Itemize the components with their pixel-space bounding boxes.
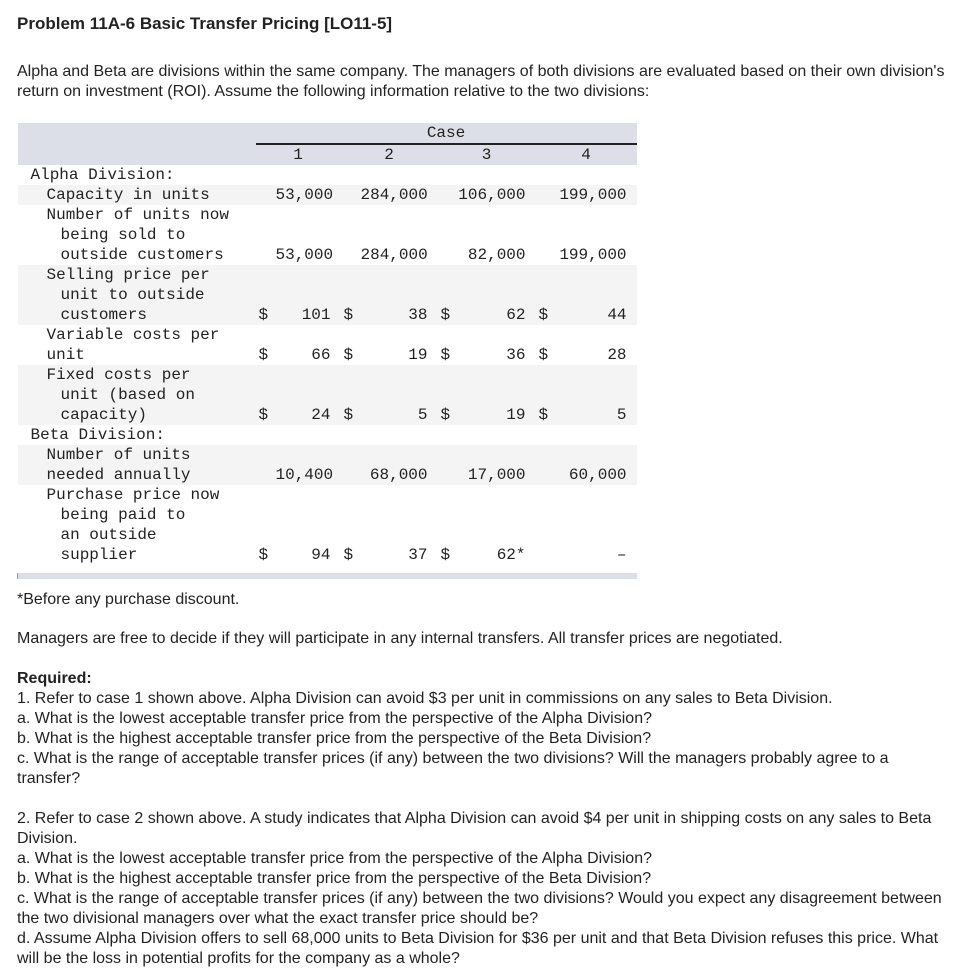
row-label: Number of units now being sold to outside customers (46, 206, 229, 264)
currency: $ (343, 546, 354, 564)
cell: 199,000 (556, 185, 637, 205)
cell: 66 (311, 346, 331, 364)
table-row (18, 445, 637, 485)
cell: 19 (458, 365, 536, 425)
table-row (18, 325, 637, 365)
cell: 17,000 (458, 445, 536, 485)
row-label: Selling price per unit to outside customers (18, 265, 256, 325)
case-number: 2 (341, 144, 438, 165)
cell: 53,000 (276, 185, 341, 205)
currency: $ (256, 265, 276, 325)
table-row (18, 265, 637, 325)
case-table (17, 123, 637, 579)
cell: 37 (408, 546, 428, 564)
row-label: Capacity in units (18, 185, 256, 205)
cell: 19 (408, 346, 428, 364)
cell: 10,400 (276, 445, 341, 485)
currency: $ (256, 365, 276, 425)
currency: $ (440, 546, 451, 564)
cell: 44 (556, 265, 637, 325)
currency: $ (341, 265, 361, 325)
table-row (18, 205, 637, 265)
currency: $ (258, 346, 269, 364)
row-label: Fixed costs per unit (based on capacity) (18, 365, 256, 425)
currency: $ (438, 365, 458, 425)
row-label: Purchase price now being paid to an outside supplier (46, 486, 220, 564)
cell: 62 (458, 265, 536, 325)
managers-note: Managers are free to decide if they will participate in any internal transfers. All transfer prices are negotiated. (17, 630, 783, 647)
required-label: Required: (17, 670, 92, 687)
case-header: Case (256, 123, 637, 144)
question-1: 1. Refer to case 1 shown above. Alpha Division can avoid $3 per unit in commissions on any sales to Beta Division. a. What is the lowest acceptable transfer price from the perspective of the Alpha Division? b. What is the highest acceptable transfer price from the perspective of the Beta Division? c. What is the range of acceptable transfer prices (if any) between the two divisions? Will the managers probably agree to a transfer? (17, 690, 889, 787)
table-row (18, 485, 637, 565)
cell: 36 (506, 346, 526, 364)
cell: – (616, 546, 627, 564)
beta-division-label: Beta Division: (30, 426, 165, 444)
table-footer-bar (18, 573, 637, 579)
cell: 24 (276, 365, 341, 425)
cell: 106,000 (458, 185, 536, 205)
currency: $ (438, 265, 458, 325)
footnote: *Before any purchase discount. (17, 591, 240, 608)
currency: $ (536, 265, 556, 325)
cell: 199,000 (559, 246, 627, 264)
case-number: 1 (256, 144, 341, 165)
row-label: Variable costs per unit (46, 326, 220, 364)
case-number: 3 (438, 144, 536, 165)
cell: 5 (361, 365, 438, 425)
alpha-division-label: Alpha Division: (30, 166, 175, 184)
currency: $ (536, 365, 556, 425)
cell: 53,000 (275, 246, 334, 264)
cell: 94 (311, 546, 331, 564)
currency: $ (538, 346, 549, 364)
cell: 60,000 (556, 445, 637, 485)
cell: 284,000 (361, 185, 438, 205)
question-2: 2. Refer to case 2 shown above. A study indicates that Alpha Division can avoid $4 per unit in shipping costs on any sales to Beta Division. a. What is the lowest acceptable transfer price from the perspective of the Alpha Division? b. What is the highest acceptable transfer price from the perspective of the Beta Division? c. What is the range of acceptable transfer prices (if any) between the two divisions? Would you expect any disagreement between the two divisional managers over what the exact transfer price should be? d. Assume Alpha Division offers to sell 68,000 units to Beta Division for $36 per unit and that Beta Division refuses this price. What will be the loss in potential profits for the company as a whole? (17, 810, 942, 967)
currency: $ (343, 346, 354, 364)
cell: 284,000 (360, 246, 428, 264)
cell: 82,000 (467, 246, 526, 264)
cell: 68,000 (361, 445, 438, 485)
currency: $ (440, 346, 451, 364)
problem-title: Problem 11A-6 Basic Transfer Pricing [LO11-5] (17, 14, 393, 33)
table-row (18, 185, 637, 205)
cell: 62* (496, 546, 526, 564)
currency: $ (341, 365, 361, 425)
cell: 28 (607, 346, 627, 364)
intro-text: Alpha and Beta are divisions within the same company. The managers of both divisions are evaluated based on their own division's return on investment (ROI). Assume the following information relative to the two divisions: (17, 63, 945, 100)
case-number: 4 (536, 144, 637, 165)
cell: 38 (361, 265, 438, 325)
table-row (18, 365, 637, 425)
cell: 101 (276, 265, 341, 325)
row-label: Number of units needed annually (18, 445, 256, 485)
cell: 5 (556, 365, 637, 425)
currency: $ (258, 546, 269, 564)
